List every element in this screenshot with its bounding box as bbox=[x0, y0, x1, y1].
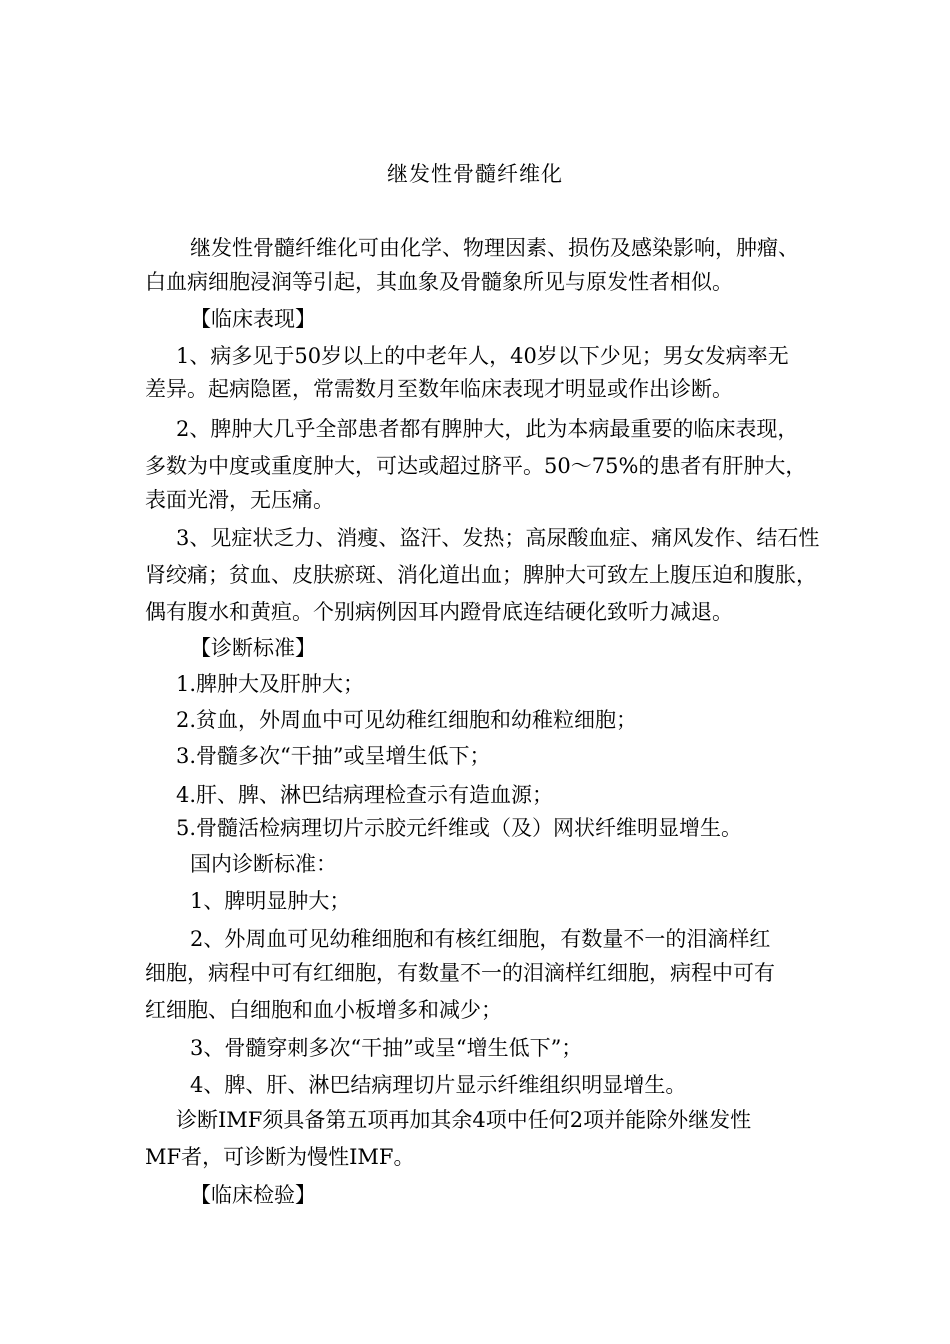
list-item: 1、脾明显肿大； bbox=[190, 889, 351, 913]
list-item: 3、骨髓穿刺多次“干抽”或呈“增生低下”； bbox=[190, 1036, 583, 1060]
list-item: 3.骨髓多次“干抽”或呈增生低下； bbox=[176, 744, 491, 768]
paragraph-line: 差异。起病隐匿，常需数月至数年临床表现才明显或作出诊断。 bbox=[145, 377, 733, 401]
paragraph-line: 红细胞、白细胞和血小板增多和减少； bbox=[145, 998, 502, 1022]
paragraph-line: 诊断IMF须具备第五项再加其余4项中任何2项并能除外继发性 bbox=[176, 1108, 752, 1132]
paragraph-line: 白血病细胞浸润等引起，其血象及骨髓象所见与原发性者相似。 bbox=[145, 270, 733, 294]
paragraph-line: 继发性骨髓纤维化可由化学、物理因素、损伤及感染影响，肿瘤、 bbox=[190, 236, 799, 260]
paragraph-line: 3、见症状乏力、消瘦、盗汗、发热；高尿酸血症、痛风发作、结石性 bbox=[176, 526, 820, 550]
paragraph-line: 肾绞痛；贫血、皮肤瘀斑、消化道出血；脾肿大可致左上腹压迫和腹胀， bbox=[145, 563, 817, 587]
section-heading: 【临床表现】 bbox=[190, 307, 316, 331]
paragraph-line: 2、脾肿大几乎全部患者都有脾肿大，此为本病最重要的临床表现， bbox=[176, 417, 799, 441]
list-item: 4、脾、肝、淋巴结病理切片显示纤维组织明显增生。 bbox=[190, 1073, 687, 1097]
paragraph-line: 偶有腹水和黄疸。个别病例因耳内蹬骨底连结硬化致听力减退。 bbox=[145, 600, 733, 624]
paragraph-line: 2、外周血可见幼稚细胞和有核红细胞，有数量不一的泪滴样红 bbox=[190, 927, 771, 951]
paragraph-line: 细胞，病程中可有红细胞，有数量不一的泪滴样红细胞，病程中可有 bbox=[145, 961, 775, 985]
subheading: 国内诊断标准： bbox=[190, 852, 337, 876]
list-item: 2.贫血，外周血中可见幼稚红细胞和幼稚粒细胞； bbox=[176, 708, 638, 732]
list-item: 5.骨髓活检病理切片示胶元纤维或（及）网状纤维明显增生。 bbox=[176, 816, 743, 840]
list-item: 4.肝、脾、淋巴结病理检查示有造血源； bbox=[176, 783, 554, 807]
paragraph-line: MF者，可诊断为慢性IMF。 bbox=[145, 1145, 415, 1169]
document-title: 继发性骨髓纤维化 bbox=[387, 162, 563, 186]
section-heading: 【诊断标准】 bbox=[190, 636, 316, 660]
section-heading: 【临床检验】 bbox=[190, 1183, 316, 1207]
list-item: 1.脾肿大及肝肿大； bbox=[176, 672, 365, 696]
paragraph-line: 多数为中度或重度肿大，可达或超过脐平。50～75%的患者有肝肿大， bbox=[145, 454, 807, 478]
paragraph-line: 表面光滑，无压痛。 bbox=[145, 488, 334, 512]
paragraph-line: 1、病多见于50岁以上的中老年人，40岁以下少见；男女发病率无 bbox=[176, 344, 789, 368]
